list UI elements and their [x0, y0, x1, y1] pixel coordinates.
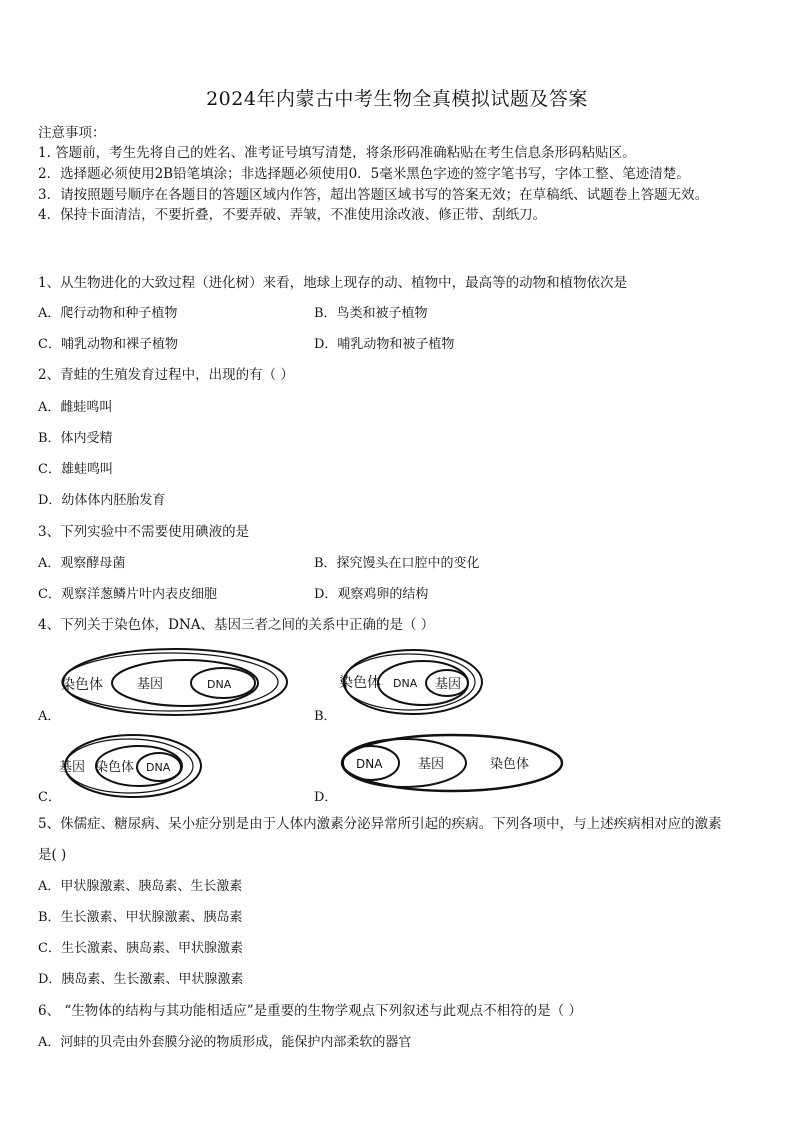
- figure-a-label-gene: 基因: [137, 677, 164, 692]
- question-5-option-b: B．生长激素、甲状腺激素、胰岛素: [38, 910, 243, 925]
- question-2-option-a: A．雌蛙鸣叫: [38, 400, 113, 415]
- question-2-option-c: C．雄蛙鸣叫: [38, 462, 113, 477]
- question-1-option-a: A．爬行动物和种子植物: [38, 306, 178, 321]
- figure-d-label-gene: 基因: [418, 757, 445, 772]
- page-title: 2024年内蒙古中考生物全真模拟试题及答案: [206, 88, 588, 110]
- figure-c-label-gene: 基因: [59, 760, 86, 775]
- question-2-option-d: D．幼体体内胚胎发育: [38, 493, 166, 508]
- question-4-option-d: D．: [314, 790, 338, 805]
- question-1-option-c: C．哺乳动物和裸子植物: [38, 337, 178, 352]
- question-4-stem: 4、下列关于染色体，DNA、基因三者之间的关系中正确的是（ ）: [38, 617, 435, 633]
- figure-b-label-chromosome: 染色体: [339, 675, 381, 691]
- question-1-option-b: B．鸟类和被子植物: [314, 306, 428, 321]
- figure-b-label-gene: 基因: [435, 677, 462, 692]
- figure-d-label-chromosome: 染色体: [490, 757, 530, 772]
- question-3-option-b: B．探究馒头在口腔中的变化: [314, 556, 480, 571]
- question-4-figure-b: [335, 645, 485, 723]
- notice-item-1: 1. 答题前，考生先将自己的姓名、准考证号填写清楚，将条形码准确粘贴在考生信息条形码粘贴区。: [38, 145, 636, 161]
- question-3-stem: 3、下列实验中不需要使用碘液的是: [38, 524, 250, 540]
- figure-a-label-chromosome: 染色体: [61, 677, 103, 693]
- notice-item-2: 2．选择题必须使用2B铅笔填涂；非选择题必须使用0．5毫米黑色字迹的签字笔书写，字体工整、笔迹清楚。: [38, 166, 690, 182]
- question-5-option-d: D．胰岛素、生长激素、甲状腺激素: [38, 972, 244, 987]
- figure-c-label-chromosome: 染色体: [95, 760, 135, 775]
- question-3-option-c: C．观察洋葱鳞片叶内表皮细胞: [38, 587, 217, 602]
- question-4-option-b: B．: [314, 709, 337, 724]
- question-4-figure-a: [55, 645, 295, 723]
- question-2-option-b: B．体内受精: [38, 431, 113, 446]
- question-4-option-c: C．: [38, 790, 61, 805]
- notice-item-4: 4．保持卡面清洁，不要折叠，不要弄破、弄皱，不准使用涂改液、修正带、刮纸刀。: [38, 207, 547, 223]
- question-1-option-d: D．哺乳动物和被子植物: [314, 337, 455, 352]
- figure-a-label-dna: DNA: [207, 678, 232, 691]
- question-5-stem-line-1: 5、侏儒症、糖尿病、呆小症分别是由于人体内激素分泌异常所引起的疾病。下列各项中，与上述疾病相对应的激素: [38, 816, 722, 832]
- question-6-option-a: A．河蚌的贝壳由外套膜分泌的物质形成，能保护内部柔软的器官: [38, 1035, 412, 1050]
- question-2-stem: 2、青蛙的生殖发育过程中，出现的有（ ）: [38, 367, 294, 383]
- question-1-stem: 1、从生物进化的大致过程（进化树）来看，地球上现存的动、植物中，最高等的动物和植物依次是: [38, 275, 628, 291]
- question-5-stem-line-2: 是( ): [38, 847, 67, 863]
- notice-heading: 注意事项：: [38, 125, 106, 141]
- question-6-stem: 6、 “生物体的结构与其功能相适应”是重要的生物学观点下列叙述与此观点不相符的是（ ）: [38, 1003, 582, 1019]
- question-5-option-c: C．生长激素、胰岛素、甲状腺激素: [38, 941, 243, 956]
- figure-b-label-dna: DNA: [393, 677, 418, 690]
- question-4-figure-c: [55, 730, 205, 802]
- notice-item-3: 3．请按照题号顺序在各题目的答题区域内作答，超出答题区域书写的答案无效；在草稿纸、试题卷上答题无效。: [38, 187, 709, 203]
- question-4-option-a: A．: [38, 709, 61, 724]
- question-4-figure-d: [338, 732, 570, 796]
- figure-d-label-dna: DNA: [356, 757, 383, 771]
- question-3-option-d: D．观察鸡卵的结构: [314, 587, 429, 602]
- question-5-option-a: A．甲状腺激素、胰岛素、生长激素: [38, 879, 243, 894]
- figure-c-label-dna: DNA: [146, 761, 171, 774]
- question-3-option-a: A．观察酵母菌: [38, 556, 126, 571]
